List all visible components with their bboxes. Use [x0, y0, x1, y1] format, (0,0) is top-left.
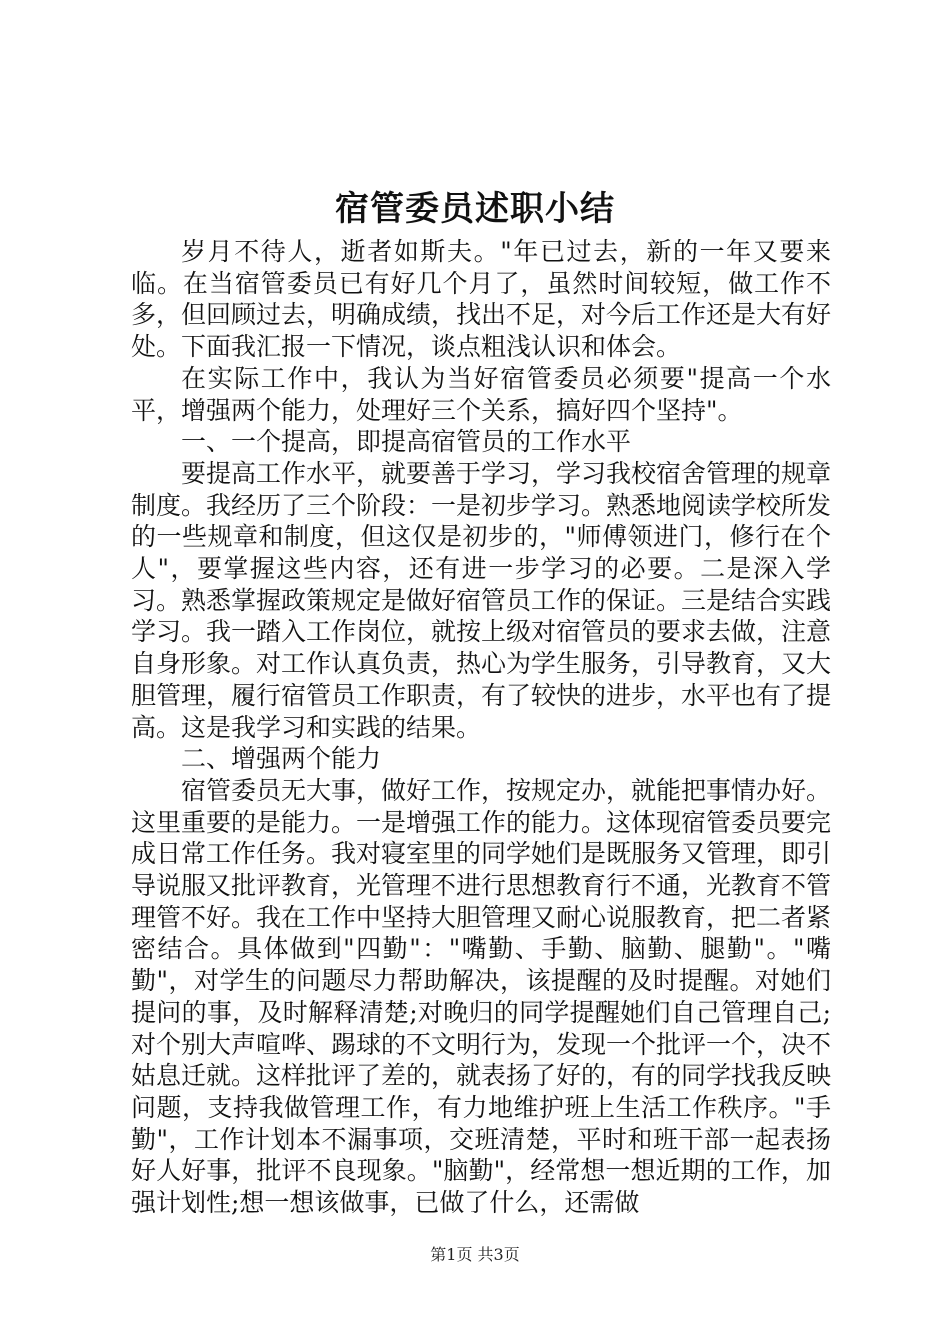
- page-footer: 第1页 共3页: [430, 1245, 520, 1264]
- paragraph-principle: 在实际工作中，我认为当好宿管委员必须要"提高一个水平，增强两个能力，处理好三个关系，搞好四个坚持"。: [131, 363, 831, 425]
- paragraph-intro: 岁月不待人，逝者如斯夫。"年已过去，新的一年又要来临。在当宿管委员已有好几个月了，虽然时间较短，做工作不多，但回顾过去，明确成绩，找出不足，对今后工作还是大有好处。下面我汇报一下情况，谈点粗浅认识和体会。: [131, 237, 832, 362]
- paragraph-section-one: 要提高工作水平，就要善于学习，学习我校宿舍管理的规章制度。我经历了三个阶段：一是初步学习。熟悉地阅读学校所发的一些规章和制度，但这仅是初步的，"师傅领进门，修行在个人"，要掌握这些内容，还有进一步学习的必要。二是深入学习。熟悉掌握政策规定是做好宿管员工作的保证。三是结合实践学习。我一踏入工作岗位，就按上级对宿管员的要求去做，注意自身形象。对工作认真负责，热心为学生服务，引导教育，又大胆管理，履行宿管员工作职责，有了较快的进步，水平也有了提高。这是我学习和实践的结果。: [131, 458, 832, 742]
- paragraph-section-two: 宿管委员无大事，做好工作，按规定办，就能把事情办好。这里重要的是能力。一是增强工作的能力。这体现宿管委员要完成日常工作任务。我对寝室里的同学她们是既服务又管理，即引导说服又批评教育，光管理不进行思想教育行不通，光教育不管理管不好。我在工作中坚持大胆管理又耐心说服教育，把二者紧密结合。具体做到"四勤"："嘴勤、手勤、脑勤、腿勤"。"嘴勤"，对学生的问题尽力帮助解决，该提醒的及时提醒。对她们提问的事，及时解释清楚;对晚归的同学提醒她们自己管理自己;对个别大声喧哗、踢球的不文明行为，发现一个批评一个，决不姑息迁就。这样批评了差的，就表扬了好的，有的同学找我反映问题，支持我做管理工作，有力地维护班上生活工作秩序。"手勤"，工作计划本不漏事项，交班清楚，平时和班干部一起表扬好人好事，批评不良现象。"脑勤"，经常想一想近期的工作，加强计划性;想一想该做事，已做了什么，还需做: [131, 775, 832, 1218]
- section-heading-one: 一、一个提高，即提高宿管员的工作水平: [181, 427, 632, 457]
- document-title: 宿管委员述职小结: [335, 189, 615, 229]
- section-heading-two: 二、增强两个能力: [181, 744, 382, 774]
- document-body: [131, 236, 831, 1219]
